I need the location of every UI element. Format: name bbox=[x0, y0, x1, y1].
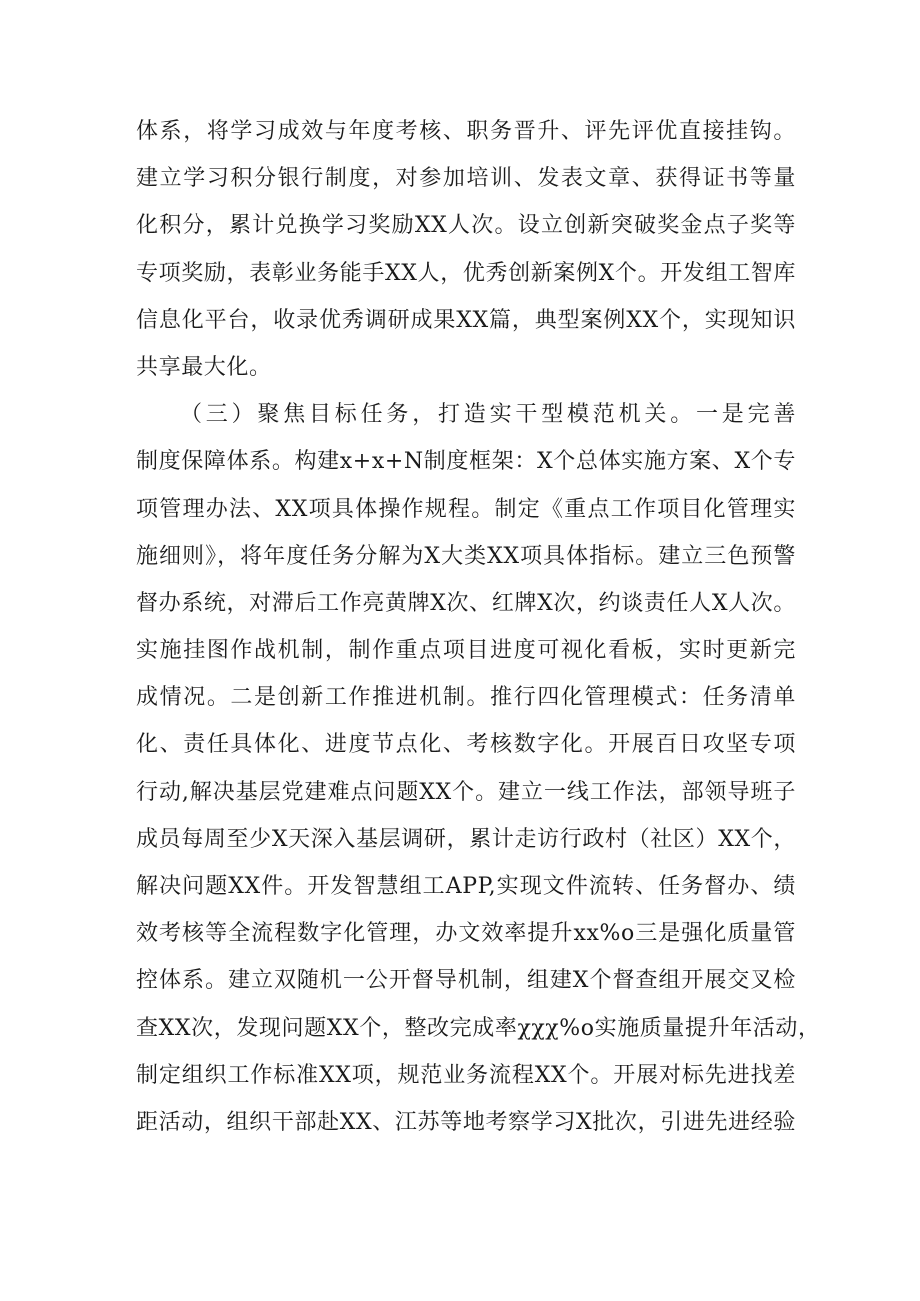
text-line-15: 行动,解决基层党建难点问题XX个。建立一线工作法，部领导班子 bbox=[136, 779, 796, 805]
text-line-13: 成情况。二是创新工作推进机制。推行四化管理模式：任务清单 bbox=[136, 685, 796, 711]
text-line-9: 项管理办法、XX项具体操作规程。制定《重点工作项目化管理实 bbox=[136, 496, 796, 522]
text-line-10: 施细则》，将年度任务分解为X大类XX项具体指标。建立三色预警 bbox=[136, 543, 796, 569]
text-line-18: 效考核等全流程数字化管理，办文效率提升xx%o三是强化质量管 bbox=[136, 921, 796, 947]
text-line-4: 专项奖励，表彰业务能手XX人，优秀创新案例X个。开发组工智库 bbox=[136, 260, 796, 286]
text-line-19: 控体系。建立双随机一公开督导机制，组建X个督查组开展交叉检 bbox=[136, 968, 796, 994]
text-line-22: 距活动，组织干部赴XX、江苏等地考察学习X批次，引进先进经验 bbox=[136, 1109, 796, 1135]
section-heading-line: （三）聚焦目标任务，打造实干型模范机关。一是完善 bbox=[180, 402, 796, 428]
text-line-12: 实施挂图作战机制，制作重点项目进度可视化看板，实时更新完 bbox=[136, 638, 796, 664]
text-line-14: 化、责任具体化、进度节点化、考核数字化。开展百日攻坚专项 bbox=[136, 732, 796, 758]
text-line-17: 解决问题XX件。开发智慧组工APP,实现文件流转、任务督办、绩 bbox=[136, 874, 796, 899]
text-line-8: 制度保障体系。构建x+x+N制度框架：X个总体实施方案、X个专 bbox=[136, 449, 796, 475]
text-line-2: 建立学习积分银行制度，对参加培训、发表文章、获得证书等量 bbox=[136, 166, 796, 192]
text-line-16: 成员每周至少X天深入基层调研，累计走访行政村（社区）XX个， bbox=[136, 826, 796, 852]
text-line-1: 体系，将学习成效与年度考核、职务晋升、评先评优直接挂钩。 bbox=[136, 119, 796, 144]
text-line-21: 制定组织工作标准XX项，规范业务流程XX个。开展对标先进找差 bbox=[136, 1062, 796, 1088]
document-body bbox=[136, 108, 821, 1146]
text-line-20: 查XX次，发现问题XX个，整改完成率χχχ%o实施质量提升年活动， bbox=[136, 1015, 821, 1041]
text-line-3: 化积分，累计兑换学习奖励XX人次。设立创新突破奖金点子奖等 bbox=[136, 213, 796, 239]
text-line-6: 共享最大化。 bbox=[136, 354, 272, 380]
text-line-5: 信息化平台，收录优秀调研成果XX篇，典型案例XX个，实现知识 bbox=[136, 307, 796, 333]
text-line-11: 督办系统，对滞后工作亮黄牌X次、红牌X次，约谈责任人X人次。 bbox=[136, 590, 796, 616]
